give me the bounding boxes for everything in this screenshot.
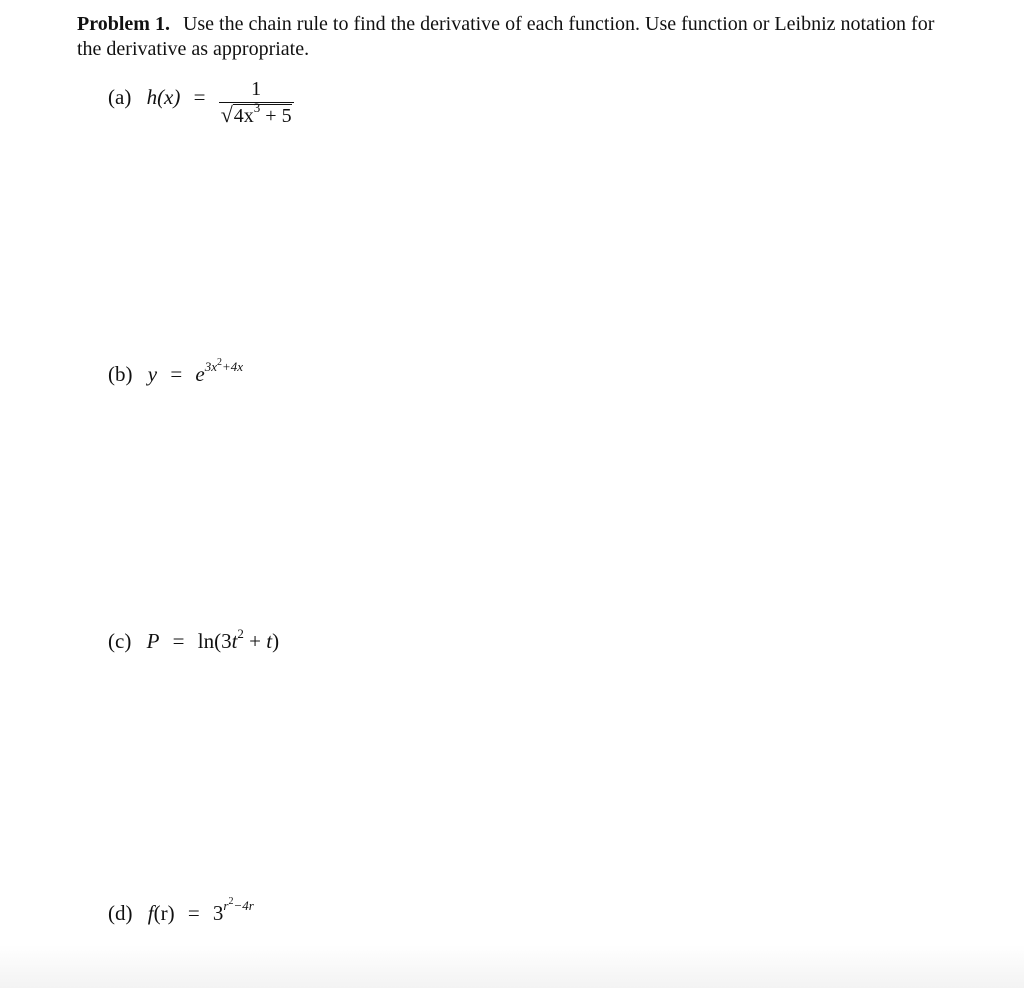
part-a-equals: = [193,84,206,109]
part-c-label: (c) [108,629,132,653]
part-c-equals: = [172,629,185,653]
part-b-base: e [195,362,205,386]
part-b-label: (b) [108,362,133,386]
part-b-exp-coeff: 3x [204,359,218,374]
problem-instructions: Use the chain rule to find the derivative of each function. Use function or Leibniz notation for the derivative as appropriate. [77,13,935,60]
part-c-lhs: P [146,629,160,653]
part-c-pow: 2 [237,626,244,641]
part-a-radicand-rest: + 5 [260,105,292,127]
part-c-open: (3 [214,629,232,653]
part-a-radicand-exp: 3 [253,100,261,115]
part-b [108,357,244,387]
part-b-equals: = [170,362,183,386]
part-d-label: (d) [108,901,133,925]
part-c [108,626,280,654]
part-a-denominator [219,102,294,128]
part-b-exp-rest: +4x [222,359,244,374]
part-d-exp-rest: −4r [233,898,254,913]
part-d [108,896,254,926]
part-a-radicand [233,100,292,127]
part-d-lhs-func: f [147,901,154,925]
problem-title: Problem 1. [77,13,170,35]
part-c-close: ) [272,629,280,653]
sqrt-symbol: √ [220,102,233,127]
part-a [108,74,294,127]
part-b-lhs: y [147,362,158,386]
part-d-exp-var: r [223,898,229,913]
part-d-exp-pow: 2 [228,896,234,907]
part-d-base: 3 [212,901,224,925]
part-a-lhs: h(x) [146,84,181,109]
part-b-exp-pow: 2 [217,357,223,368]
part-c-var2: t [266,629,273,653]
part-c-func: ln [197,629,215,653]
part-b-exponent [205,359,243,374]
part-a-radicand-base: 4x [233,105,254,127]
part-c-plus: + [243,629,267,653]
part-a-label: (a) [108,84,132,109]
part-d-equals: = [187,901,200,925]
part-a-numerator: 1 [251,78,262,100]
part-c-var: t [231,629,238,653]
part-a-fraction [219,78,294,128]
part-d-exponent [223,898,253,913]
problem-header [77,12,937,62]
part-d-lhs-arg: (r) [153,901,175,925]
